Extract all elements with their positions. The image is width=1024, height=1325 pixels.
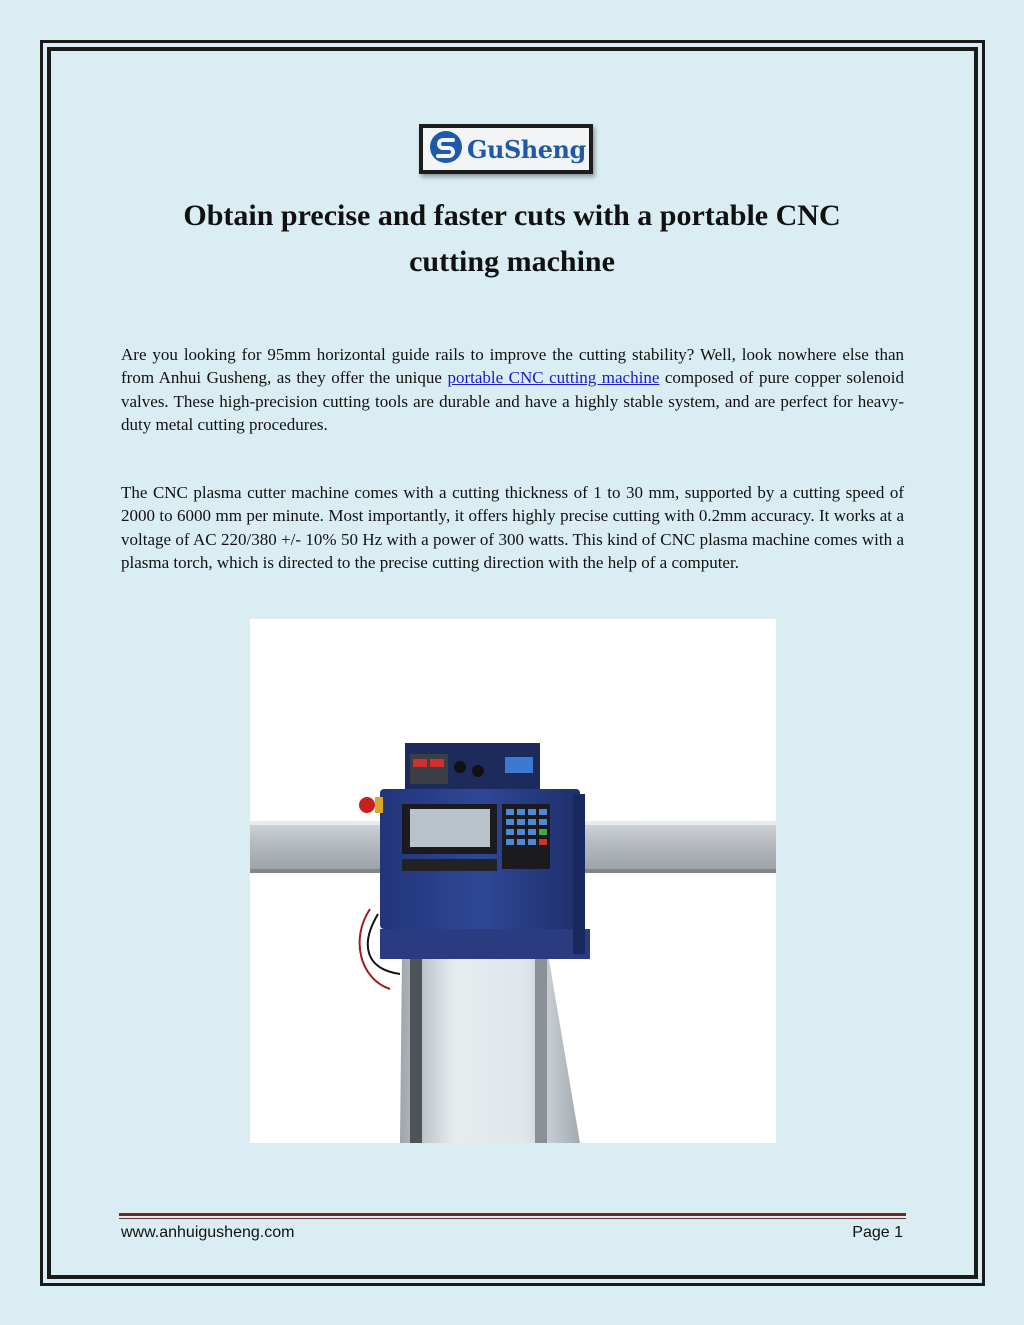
footer-website: www.anhuigusheng.com [121,1224,295,1241]
footer-page-number: Page 1 [852,1224,903,1241]
gusheng-s-logo-icon [429,130,463,169]
intro-paragraph [121,343,904,437]
title-line-2: cutting machine [409,245,615,278]
footer-rule-thick [119,1213,906,1216]
page-title [120,193,904,285]
title-line-1: Obtain precise and faster cuts with a portable CNC [183,199,841,232]
footer-rule-thin [119,1218,906,1219]
cnc-machine-photo [250,619,776,1143]
intro-text-before-link: Are you looking for 95mm horizontal guide rails to improve the cutting stability? Well, look nowhere else than from Anhui Gusheng, as they offer the unique [121,345,904,388]
specs-paragraph: The CNC plasma cutter machine comes with a cutting thickness of 1 to 30 mm, supported by a cutting speed of 2000 to 6000 mm per minute. Most importantly, it offers highly precise cutting with 0.2mm accuracy. It works at a voltage of AC 220/380 +/- 10% 50 Hz with a power of 300 watts. This kind of CNC plasma machine comes with a plasma torch, which is directed to the precise cutting direction with the help of a computer. [121,483,904,573]
logo-text: GuSheng [467,134,586,164]
gusheng-logo [419,124,593,174]
portable-cnc-cutting-machine-link[interactable]: portable CNC cutting machine [447,368,660,388]
intro-text-after-link: composed of pure copper solenoid valves. These high-precision cutting tools are durable and have a highly stable system, and are perfect for heavy-duty metal cutting procedures. [121,368,904,435]
